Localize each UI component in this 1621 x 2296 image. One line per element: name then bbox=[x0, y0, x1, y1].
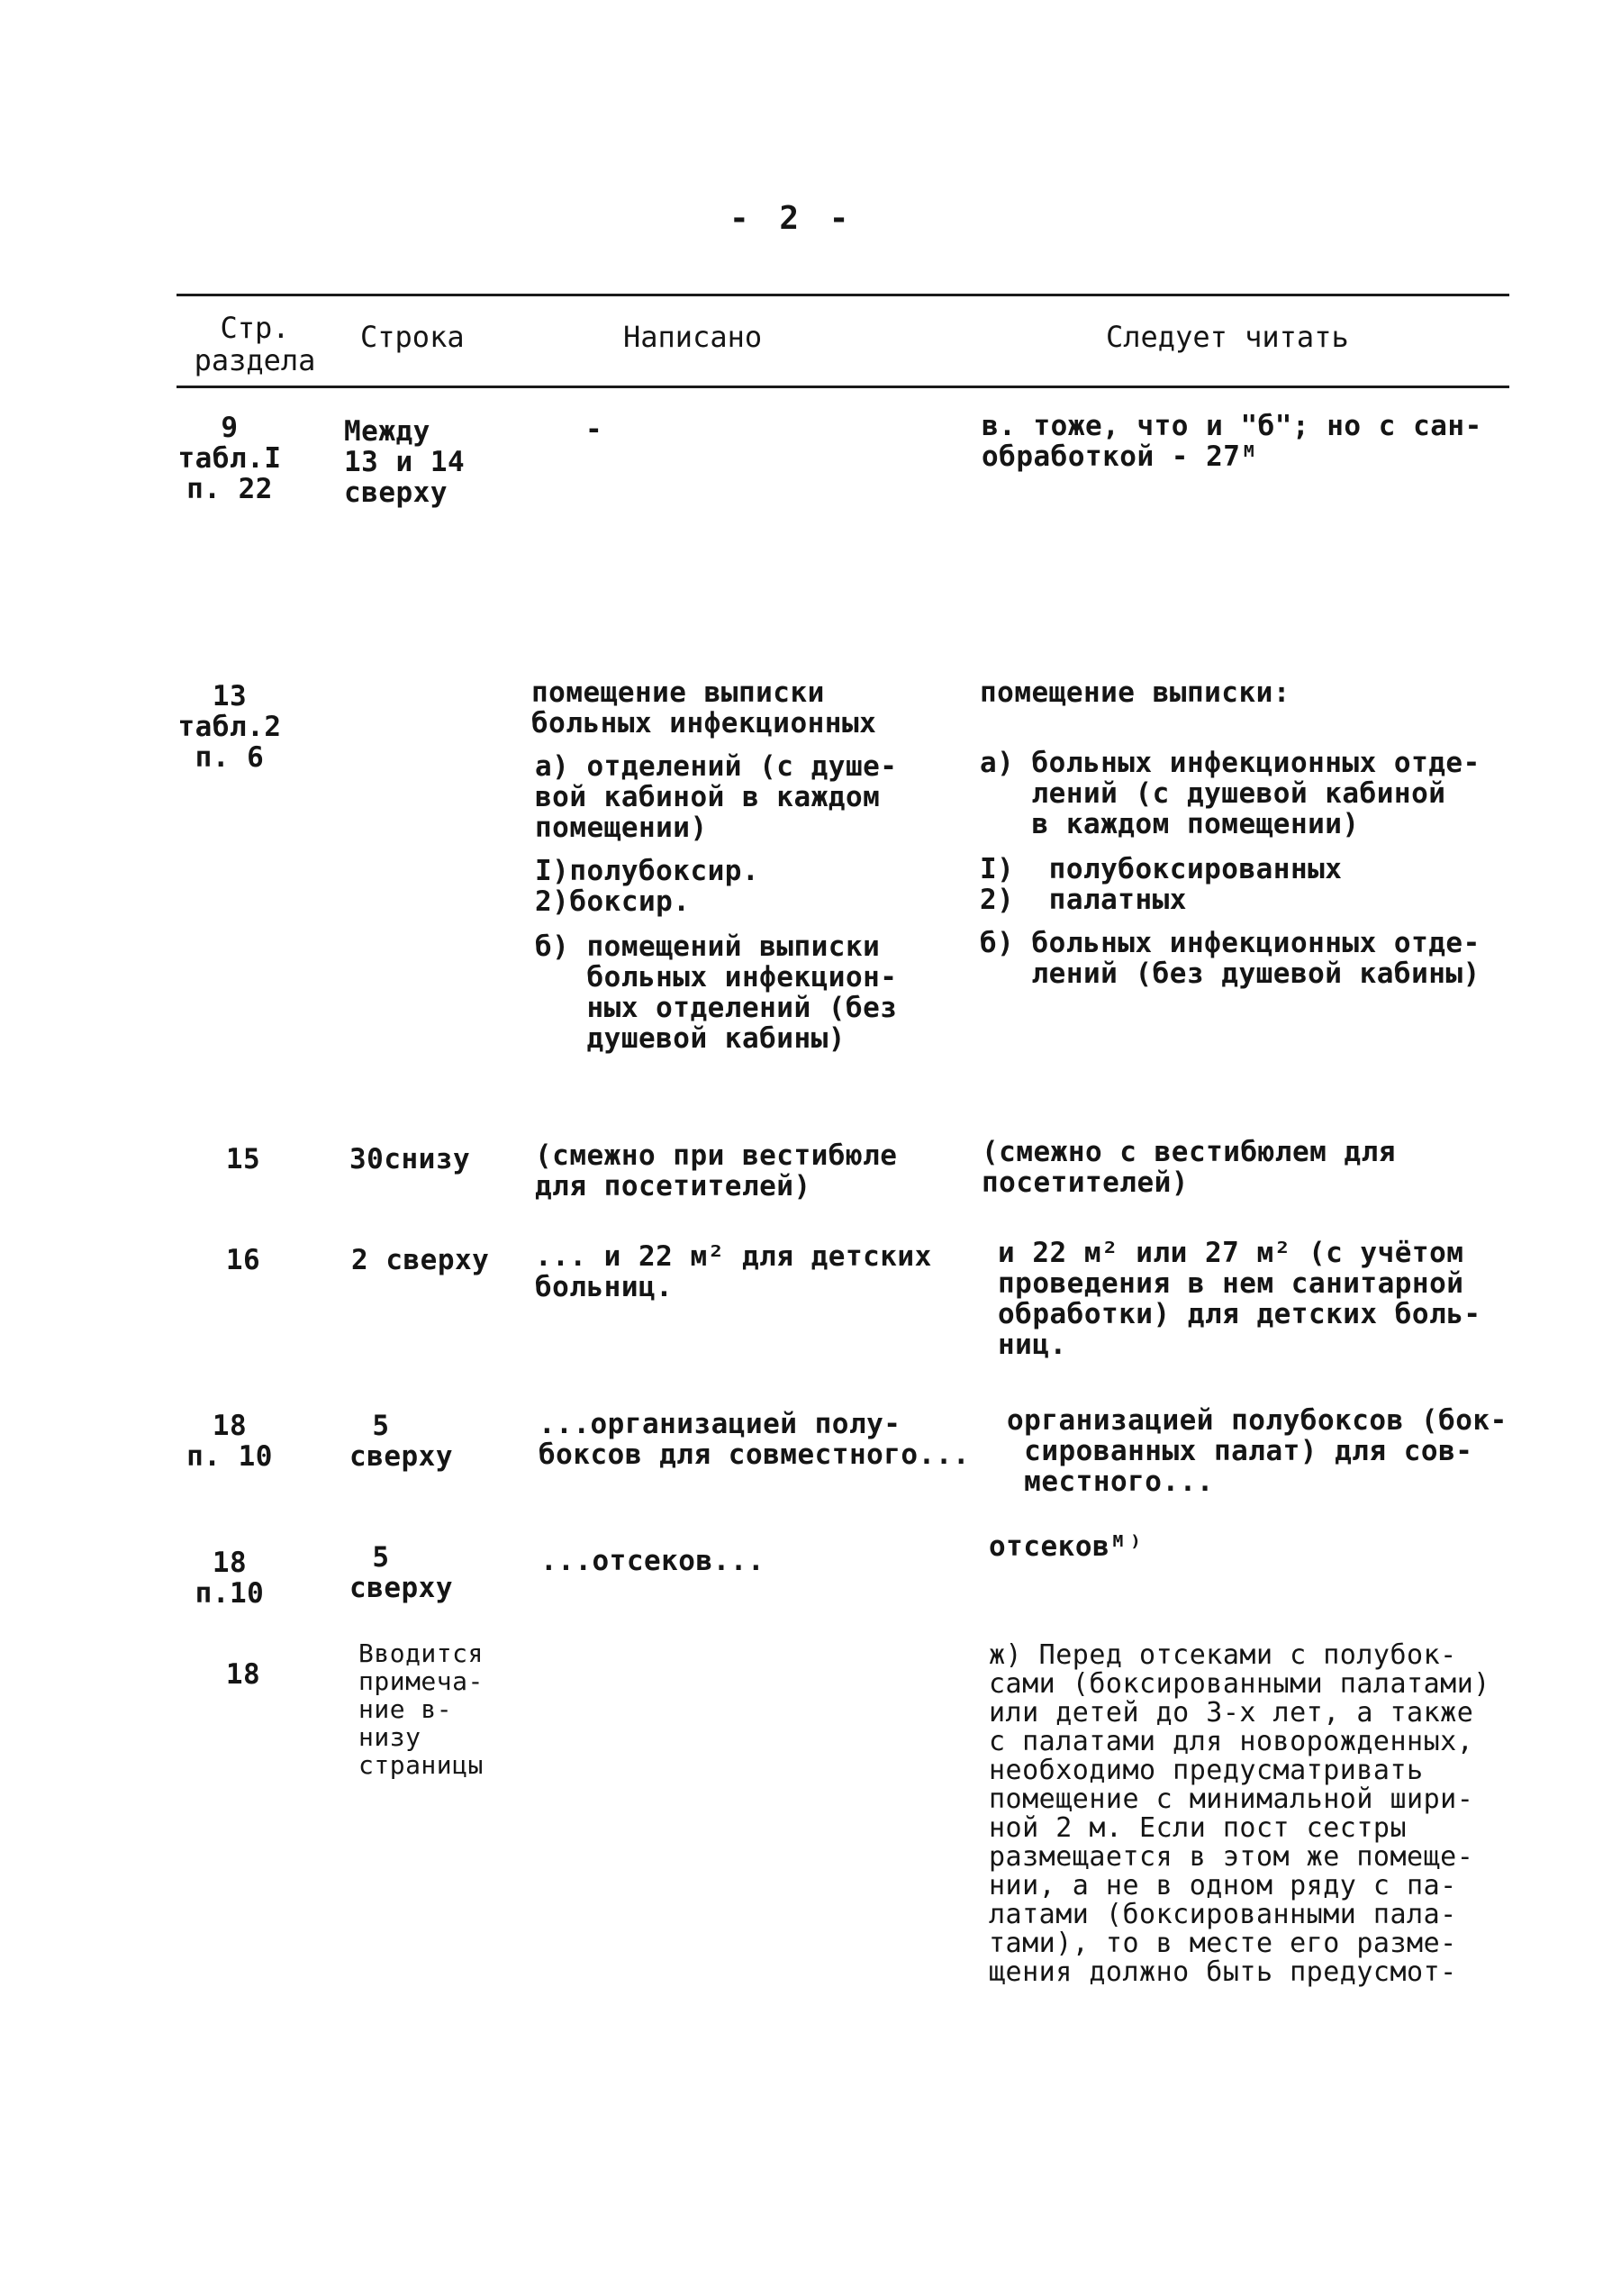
header-page-section: Стр. раздела bbox=[194, 311, 316, 377]
table-top-rule bbox=[177, 294, 1509, 296]
row2-should-read-a: а) больных инфекционных отде- лений (с душевой кабиной в каждом помещении) bbox=[980, 747, 1481, 840]
row4-written: ... и 22 м² для детских больниц. bbox=[535, 1240, 932, 1303]
page-number: - 2 - bbox=[729, 200, 855, 237]
row2-should-read-b: б) больных инфекционных отде- лений (без душевой кабины) bbox=[980, 927, 1481, 990]
row4-should-read: и 22 м² или 27 м² (с учётом проведения в нем санитарной обработки) для детских боль- ниц. bbox=[998, 1237, 1481, 1361]
row1-page-section: 9 табл.I п. 22 bbox=[177, 412, 282, 505]
row5-written: ...организацией полу- боксов для совместного... bbox=[539, 1408, 971, 1471]
row2-should-read-sub: I) полубоксированных 2) палатных bbox=[980, 853, 1343, 916]
header-line: Строка bbox=[360, 320, 465, 354]
row5-should-read: организацией полубоксов (бок- сированных палат) для сов- местного... bbox=[1007, 1404, 1508, 1498]
row2-written-sub: I)полубоксир. 2)боксир. bbox=[535, 855, 760, 918]
row1-written: - bbox=[585, 413, 603, 446]
row2-page-section: 13 табл.2 п. 6 bbox=[177, 680, 282, 774]
row3-line: 30снизу bbox=[349, 1143, 471, 1175]
row1-should-read: в. тоже, что и "б"; но с сан- обработкой - 27ᴹ bbox=[982, 410, 1482, 473]
row6-line: 5 сверху bbox=[349, 1541, 453, 1604]
row3-page-section: 15 bbox=[225, 1143, 261, 1175]
row5-page-section: 18 п. 10 bbox=[186, 1410, 273, 1473]
row3-written: (смежно при вестибюле для посетителей) bbox=[535, 1139, 898, 1202]
row7-should-read: ж) Перед отсеками с полубок- сами (боксированными палатами) или детей до 3-х лет, а также с палатами для новорожденных, необходимо предусматривать помещение с минимальной шири- ной 2 м. Если пост сестры размещается в этом же помеще- нии, а не в одном ряду с па- латами (боксированными пала- тами), то в месте его разме- щения должно быть предусмот- bbox=[989, 1639, 1490, 1988]
row6-should-read: отсековᴹ⁾ bbox=[989, 1530, 1145, 1563]
header-should-read: Следует читать bbox=[1106, 320, 1349, 354]
row3-should-read: (смежно с вестибюлем для посетителей) bbox=[982, 1136, 1396, 1199]
row1-line: Между 13 и 14 сверху bbox=[344, 415, 466, 509]
row7-page-section: 18 bbox=[225, 1658, 261, 1691]
row2-written-a: а) отделений (с душе- вой кабиной в каждом помещении) bbox=[535, 750, 898, 844]
row2-written-title: помещение выписки больных инфекционных bbox=[531, 676, 877, 740]
row6-page-section: 18 п.10 bbox=[195, 1547, 265, 1610]
row6-written: ...отсеков... bbox=[540, 1545, 765, 1577]
row4-page-section: 16 bbox=[225, 1244, 261, 1276]
row5-line: 5 сверху bbox=[349, 1410, 453, 1473]
header-written: Написано bbox=[623, 320, 763, 354]
row2-should-read-title: помещение выписки: bbox=[980, 676, 1290, 709]
row2-written-b: б) помещений выписки больных инфекцион- ных отделений (без душевой кабины) bbox=[535, 930, 898, 1055]
table-header-rule bbox=[177, 386, 1509, 388]
row4-line: 2 сверху bbox=[351, 1244, 490, 1276]
row7-line: Вводится примеча- ние в- низу страницы bbox=[358, 1638, 484, 1780]
